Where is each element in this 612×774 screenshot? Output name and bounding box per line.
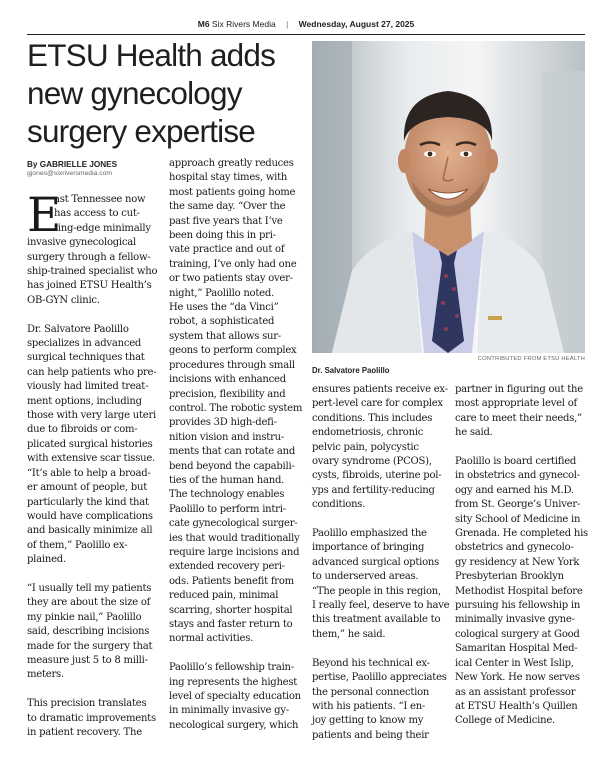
- text-line: ovary syndrome (PCOS),: [312, 456, 432, 468]
- text-line: Dr. Salvatore Paolillo: [27, 323, 129, 335]
- text-line: pert-level care for complex: [312, 398, 443, 410]
- headline-line: ETSU Health adds: [27, 37, 276, 73]
- drop-cap: E: [27, 188, 62, 243]
- text-line: ment options, including: [27, 395, 142, 407]
- text-line: those with very large uteri: [27, 410, 156, 422]
- text-line: at ETSU Health’s Quillen: [455, 700, 578, 712]
- text-line: “It’s able to help a broad-: [27, 467, 151, 479]
- text-line: training, I’ve only had one: [169, 258, 297, 270]
- text-line: Paolillo’s fellowship train-: [169, 662, 294, 674]
- paragraph-break: [312, 642, 444, 656]
- text-line: made for the surgery that: [27, 640, 153, 652]
- text-line: normal activities.: [169, 633, 254, 645]
- article-column-1: [27, 188, 158, 740]
- text-line: the personal connection: [312, 686, 430, 698]
- text-line: Grenada. He completed his: [455, 528, 588, 540]
- text-line: ies that would traditionally: [169, 532, 300, 544]
- text-line: particularly the kind that: [27, 496, 149, 508]
- page-header: [0, 19, 612, 29]
- paragraph-break: [455, 441, 587, 455]
- text-line: measure just 5 to 8 milli-: [27, 654, 148, 666]
- text-line: importance of bringing: [312, 542, 425, 554]
- article-column-2: [169, 157, 303, 733]
- text-line: joy getting to know my: [312, 715, 424, 727]
- text-line: ments that can rotate and: [169, 446, 296, 458]
- text-line: College of Medicine.: [455, 715, 555, 727]
- text-line: been doing this in pri-: [169, 230, 276, 242]
- text-line: conditions.: [312, 499, 366, 511]
- paragraph-break: [312, 513, 444, 527]
- text-line: pursuing his fellowship in: [455, 600, 581, 612]
- text-line: invasive gynecological: [27, 237, 136, 249]
- photo-credit: CONTRIBUTED FROM ETSU HEALTH: [477, 356, 585, 362]
- text-line: extended recovery peri-: [169, 561, 285, 573]
- text-line: in patient recovery. The: [27, 726, 142, 738]
- text-line: yps and fertility-reducing: [312, 484, 435, 496]
- portrait-photo: [312, 41, 585, 353]
- text-line: to dramatic improvements: [27, 712, 156, 724]
- text-line: Paolillo emphasized the: [312, 528, 427, 540]
- text-line: Presbyterian Brooklyn: [455, 571, 564, 583]
- text-line: ods. Patients benefit from: [169, 575, 294, 587]
- text-line: Methodist Hospital before: [455, 585, 583, 597]
- publication-name: Six Rivers Media: [211, 19, 276, 29]
- text-line: robot, a sophisticated: [169, 316, 275, 328]
- text-line: in obstetrics and gynecol-: [455, 470, 580, 482]
- text-line: advanced surgical options: [312, 556, 440, 568]
- text-line: with his patients. “I en-: [312, 700, 426, 712]
- text-line: as an assistant professor: [455, 686, 576, 698]
- issue-date: Wednesday, August 27, 2025: [298, 19, 415, 29]
- text-line: meters.: [27, 669, 64, 681]
- text-line: surgery through a fellow-: [27, 251, 151, 263]
- text-line: them,” he said.: [312, 628, 386, 640]
- text-line: they are about the size of: [27, 597, 151, 609]
- text-line: care to meet their needs,”: [455, 412, 582, 424]
- text-line: This precision translates: [27, 698, 147, 710]
- text-line: minimally invasive gyne-: [455, 614, 575, 626]
- text-line: he said.: [455, 427, 493, 439]
- text-line: New York. He now serves: [455, 672, 580, 684]
- text-line: partner in figuring out the: [455, 384, 583, 395]
- text-line: would have complications: [27, 510, 153, 522]
- text-line: Samaritan Hospital Med-: [455, 643, 578, 655]
- text-line: OB-GYN clinic.: [27, 294, 100, 306]
- text-line: this treatment available to: [312, 614, 441, 626]
- article-column-4: [455, 383, 587, 729]
- text-line: or two patients stay over-: [169, 273, 293, 285]
- text-line: sity School of Medicine in: [455, 513, 581, 525]
- article-column-3: [312, 383, 450, 743]
- text-line: night,” Paolillo noted.: [169, 287, 274, 299]
- text-line: of them,” Paolillo ex-: [27, 539, 128, 551]
- text-line: ties of the human hand.: [169, 474, 285, 486]
- text-line: cological surgery at Good: [455, 628, 580, 640]
- text-line: reduced pain, minimal: [169, 590, 279, 602]
- photo-caption: Dr. Salvatore Paolillo: [312, 366, 390, 375]
- text-line: can help patients who pre-: [27, 366, 157, 378]
- text-line: endometriosis, chronic: [312, 427, 424, 439]
- text-line: conditions. This includes: [312, 412, 433, 424]
- text-line: ing represents the highest: [169, 676, 298, 688]
- text-line: my pinkie nail,” Paolillo: [27, 611, 142, 623]
- headline-line: new gynecology: [27, 75, 242, 111]
- text-line: er amount of people, but: [27, 482, 147, 494]
- text-line: viously had limited treat-: [27, 381, 149, 393]
- portrait-illustration: [312, 41, 585, 353]
- header-separator: |: [286, 19, 289, 29]
- paragraph-break: [27, 568, 157, 582]
- text-line: nition vision and instru-: [169, 431, 284, 443]
- text-line: incisions with enhanced: [169, 374, 286, 386]
- text-line: stays and faster return to: [169, 619, 293, 630]
- text-line: obstetrics and gynecolo-: [455, 542, 574, 554]
- text-line: ical Center in West Islip,: [455, 657, 574, 669]
- text-line: pelvic pain, polycystic: [312, 441, 419, 453]
- text-line: scarring, shorter hospital: [169, 604, 293, 616]
- text-line: bend beyond the capabili-: [169, 460, 295, 472]
- text-line: plained.: [27, 554, 66, 566]
- text-line: ensures patients receive ex-: [312, 384, 448, 395]
- text-line: from St. George’s Univer-: [455, 499, 581, 511]
- text-line: patients and being their: [312, 729, 429, 741]
- text-line: in minimally invasive gy-: [169, 705, 289, 717]
- page-number: M6: [197, 19, 210, 29]
- text-line: due to fibroids or com-: [27, 424, 138, 436]
- text-line: ting-edge minimally: [54, 222, 151, 234]
- text-line: level of specialty education: [169, 691, 301, 703]
- text-line: specializes in advanced: [27, 338, 142, 350]
- text-line: system that allows sur-: [169, 330, 281, 342]
- text-line: plicated surgical histories: [27, 438, 153, 450]
- text-line: “The people in this region,: [312, 585, 441, 597]
- text-line: ogy and earned his M.D.: [455, 484, 574, 496]
- text-line: most patients going home: [169, 186, 296, 198]
- text-line: Paolillo is board certified: [455, 456, 577, 468]
- text-line: I really feel, deserve to have: [312, 600, 450, 612]
- text-line: ship-trained specialist who: [27, 266, 158, 278]
- paragraph-break: [169, 647, 299, 661]
- text-line: gy residency at New York: [455, 556, 580, 568]
- text-line: require large incisions and: [169, 546, 300, 558]
- text-line: hospital stay times, with: [169, 172, 288, 184]
- text-line: He uses the “da Vinci”: [169, 302, 279, 314]
- text-line: the same day. “Over the: [169, 201, 286, 213]
- text-line: approach greatly reduces: [169, 158, 294, 169]
- text-line: “I usually tell my patients: [27, 582, 152, 594]
- text-line: vate practice and out of: [169, 244, 285, 256]
- header-rule: [27, 34, 585, 35]
- text-line: control. The robotic system: [169, 402, 303, 414]
- byline: By GABRIELLE JONES: [27, 160, 118, 169]
- text-line: Paolillo to perform intri-: [169, 503, 286, 515]
- text-line: ast Tennessee now: [54, 194, 146, 205]
- author-email: gjones@sixriversmedia.com: [27, 170, 113, 177]
- text-line: cate gynecological surger-: [169, 518, 298, 530]
- text-line: provides 3D high-defi-: [169, 417, 277, 429]
- text-line: pertise, Paolillo appreciates: [312, 672, 447, 684]
- text-line: to underserved areas.: [312, 571, 419, 583]
- text-line: has access to cut-: [54, 208, 140, 220]
- text-line: with extensive scar tissue.: [27, 453, 155, 465]
- text-line: most appropriate level of: [455, 398, 577, 410]
- text-line: has joined ETSU Health’s: [27, 280, 152, 292]
- text-line: Beyond his technical ex-: [312, 657, 430, 669]
- headline: [27, 36, 297, 150]
- headline-line: surgery expertise: [27, 113, 256, 149]
- text-line: procedures through small: [169, 359, 295, 371]
- text-line: The technology enables: [169, 489, 285, 501]
- text-line: said, describing incisions: [27, 626, 150, 638]
- text-line: precision, flexibility and: [169, 388, 286, 400]
- text-line: and basically minimize all: [27, 525, 153, 537]
- paragraph-break: [27, 683, 157, 697]
- text-line: cysts, fibroids, uterine pol-: [312, 470, 442, 482]
- text-line: geons to perform complex: [169, 345, 297, 357]
- text-line: surgical techniques that: [27, 352, 145, 364]
- text-line: necological surgery, which: [169, 719, 299, 731]
- text-line: past five years that I’ve: [169, 215, 283, 227]
- paragraph-break: [27, 308, 157, 322]
